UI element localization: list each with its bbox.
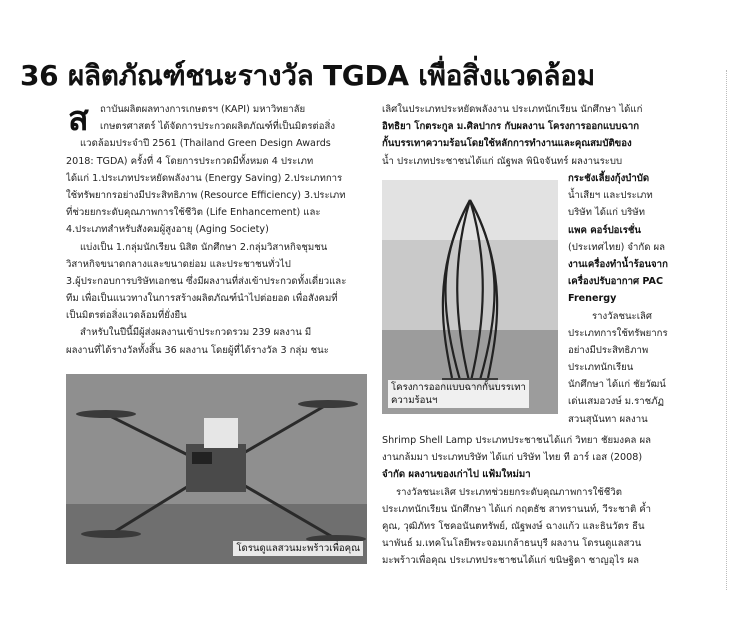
text-line: เลิศในประเภทประหยัดพลังงาน ประเภทนักเรียน นักศึกษา ได้แก่ (382, 104, 643, 115)
text-line: มะพร้าวเพื่อคุณ ประเภทประชาชนได้แก่ ขนิษฐิดา ชาญอุไร ผล (382, 555, 640, 567)
right-narrow-column (568, 170, 668, 428)
text-line: เกษตรศาสตร์ ได้จัดการประกวดผลิตภัณฑ์ที่เป็นมิตรต่อสิ่ง (100, 121, 336, 133)
text-line: ที่ช่วยยกระดับคุณภาพการใช้ชีวิต (Life Enhancement) และ (66, 207, 321, 219)
text-line: แพค คอร์ปอเรชั่น (568, 224, 641, 236)
text-line: งานเครื่องทำน้ำร้อนจาก (568, 258, 668, 270)
right-column-top (382, 101, 668, 170)
text-line: เป็นมิตรต่อสิ่งแวดล้อมที่ยั่งยืน (66, 310, 187, 322)
text-line: กระชังเลี้ยงกุ้งบำบัด (568, 173, 650, 184)
text-line: อย่างมีประสิทธิภาพ (568, 344, 649, 356)
drone-caption: โดรนดูแลสวนมะพร้าวเพื่อคุณ (233, 541, 363, 556)
text-line: ใช้ทรัพยากรอย่างมีประสิทธิภาพ (Resource Efficiency) 3.ประเภท (66, 189, 346, 201)
text-line: จำกัด ผลงานของเก่าไป แฟ้มใหม่มา (382, 469, 531, 481)
text-line: ประเภทนักเรียน (568, 362, 634, 374)
text-line: ผลงานที่ได้รางวัลทั้งสิ้น 36 ผลงาน โดยผู้ที่ได้รางวัล 3 กลุ่ม ชนะ (66, 344, 329, 356)
caption-line: โครงการออกแบบฉากกั้นบรรเทา (391, 382, 526, 393)
text-line: บริษัท ได้แก่ บริษัท (568, 207, 645, 219)
text-line: วิสาหกิจขนาดกลางและขนาดย่อม และประชาชนทั่วไป (66, 258, 291, 270)
text-line: สวนสุนันทา ผลงาน (568, 413, 648, 425)
caption-line: ความร้อนฯ (391, 395, 438, 406)
text-line: ประเภทการใช้ทรัพยากร (568, 327, 668, 339)
text-line: ทีม เพื่อเป็นแนวทางในการสร้างผลิตภัณฑ์นำไปต่อยอด เพื่อสังคมที่ (66, 293, 338, 305)
drone-photo (66, 374, 367, 564)
text-line: แบ่งเป็น 1.กลุ่มนักเรียน นิสิต นักศึกษา 2.กลุ่มวิสาหกิจชุมชน (80, 241, 328, 253)
text-line: แวดล้อมประจำปี 2561 (Thailand Green Design Awards (80, 138, 331, 150)
text-line: กั้นบรรเทาความร้อนโดยใช้หลักการทำงานและคุณสมบัติของ (382, 138, 632, 150)
drone-illustration (66, 374, 367, 564)
page-edge (726, 70, 735, 590)
text-line: งานกล้มมา ประเภทบริษัท ได้แก่ บริษัท ไทย ที อาร์ เอส (2008) (382, 452, 643, 464)
text-line: น้ำ ประเภทประชาชนได้แก่ ณัฐพล พินิจจันทร์ ผลงานระบบ (382, 155, 623, 167)
text-line: อิทธิยา โกตระกูล ม.ศิลปากร กับผลงาน โครงการออกแบบฉาก (382, 121, 640, 133)
text-line: 3.ผู้ประกอบการบริษัทเอกชน ซึ่งมีผลงานที่ส่งเข้าประกวดทั้งเดี่ยวและ (66, 275, 347, 287)
text-line: รางวัลชนะเลิศ (592, 310, 652, 322)
text-line: Frenergy (568, 293, 617, 305)
sculpture-photo (382, 180, 558, 414)
text-line: คูณ, วุฒิภัทร โชคอนันตทรัพย์, ณัฐพงษ์ ฉางแก้ว และธินวัตร ธีน (382, 520, 645, 532)
text-line: เครื่องปรับอากาศ PAC (568, 276, 664, 288)
text-line: นาพันธ์ ม.เทคโนโลยีพระจอมเกล้าธนบุรี ผลงาน โดรนดูแลสวน (382, 538, 642, 550)
left-column (66, 101, 372, 359)
right-column-bottom (382, 432, 672, 570)
text-line: สำหรับในปีนี้มีผู้ส่งผลงานเข้าประกวดรวม 239 ผลงาน มี (80, 327, 312, 339)
sculpture-caption (388, 380, 529, 408)
sculpture-illustration (382, 180, 558, 414)
text-line: นักศึกษา ได้แก่ ชัยวัฒน์ (568, 379, 666, 391)
text-line: 4.ประเภทสำหรับสังคมผู้สูงอายุ (Aging Society) (66, 224, 269, 236)
text-line: (ประเทศไทย) จำกัด ผล (568, 241, 665, 253)
text-line: ได้แก่ 1.ประเภทประหยัดพลังงาน (Energy Saving) 2.ประเภทการ (66, 172, 343, 184)
text-line: 2018: TGDA) ครั้งที่ 4 โดยการประกวดมีทั้งหมด 4 ประเภท (66, 155, 314, 167)
text-line: ประเภทนักเรียน นักศึกษา ได้แก่ กฤตธัช สาทรานนท์, วีระชาติ ค้ำ (382, 503, 652, 515)
headline: 36 ผลิตภัณฑ์ชนะรางวัล TGDA เพื่อสิ่งแวดล้อม (20, 59, 595, 92)
text-line: เด่นเสมอวงษ์ ม.ราชภัฏ (568, 396, 664, 408)
text-line: น้ำเสียฯ และประเภท (568, 190, 653, 202)
text-line: ถาบันผลิตผลทางการเกษตรฯ (KAPI) มหาวิทยาลัย (100, 104, 306, 115)
dropcap: ส (68, 99, 89, 139)
text-line: รางวัลชนะเลิศ ประเภทช่วยยกระดับคุณภาพการใช้ชีวิต (396, 486, 622, 498)
text-line: Shrimp Shell Lamp ประเภทประชาชนได้แก่ วิทยา ชัยมงคล ผล (382, 435, 651, 446)
